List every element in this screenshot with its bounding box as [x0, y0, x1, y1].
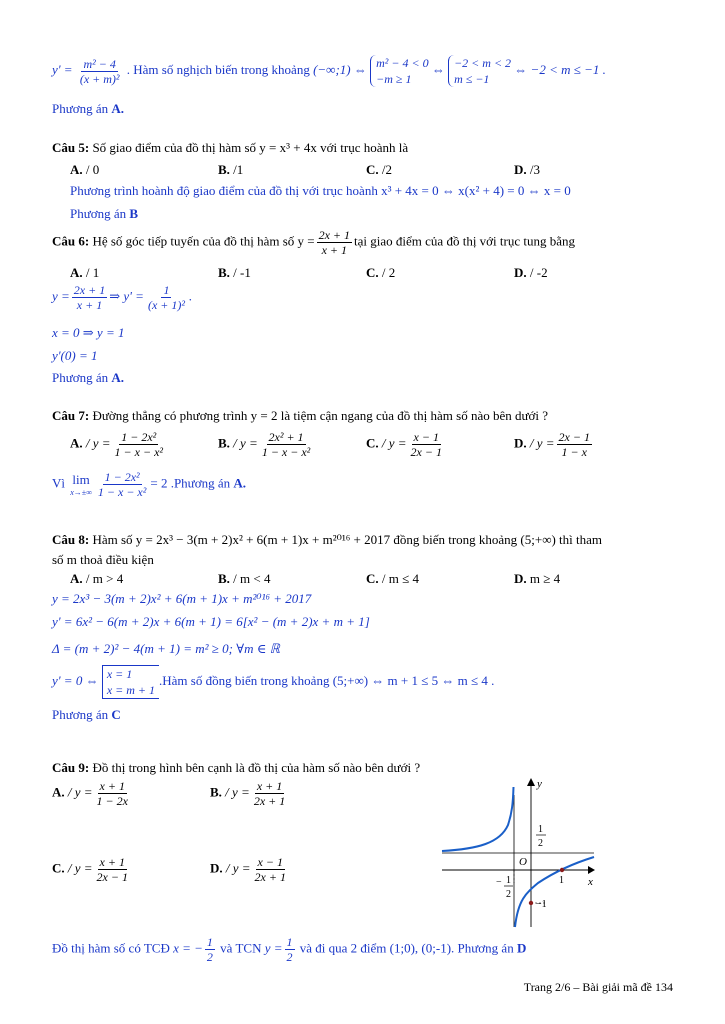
q8-solution-1: y = 2x³ − 3(m + 2)x² + 6(m + 1)x + m²⁰¹⁶ + 2017 — [52, 591, 312, 606]
left-branch — [442, 787, 514, 851]
q8-options — [70, 571, 662, 587]
q6-solution-3: y'(0) = 1 — [52, 348, 98, 363]
tick-one: 1 — [559, 875, 564, 886]
q8-option-c: C. / m ≤ 4 — [366, 571, 419, 586]
top-tail: ⇔ −2 < m ≤ −1 . — [514, 61, 606, 77]
q7-option-b: B. / y = $\frac{\text{2x² + 1}}{\text{1 − x − x²}}$ — [218, 430, 311, 459]
derivative-fraction: $\frac{\text{m² − 4}}{\text{(x + m)²}}$ — [79, 56, 120, 86]
q6-stem: Câu 6: Hệ số góc tiếp tuyến của đồ thị hàm số y = $\frac{2x + 1}{x + 1}$ tại giao điểm của đồ thị với trục tung bằng — [52, 228, 576, 257]
q9-option-a: A. / y = $\frac{x + 1}{1 - 2x}$ — [52, 779, 128, 808]
q9-graph — [438, 775, 598, 935]
x-axis-arrow — [588, 866, 595, 874]
tick-neg-half-den: 2 — [506, 889, 511, 900]
q7-options — [70, 430, 662, 459]
q6-option-b: B. / -1 — [218, 265, 251, 280]
q7-solution: Vì lim x→±∞ $\frac{\text{1 − 2x²}}{\text{1 − x − x²}}$ = 2 .Phương án A. — [52, 470, 247, 499]
tick-neg-sign: − — [496, 877, 502, 888]
q9-option-c: C. / y = $\frac{x + 1}{2x - 1}$ — [52, 855, 128, 884]
tick-minus-one: −1 — [536, 899, 547, 910]
q5-option-d: D. /3 — [514, 162, 541, 177]
q8-option-a: A. / m > 4 — [70, 571, 124, 586]
q5-option-a: A. / 0 — [70, 162, 100, 177]
origin-label: O — [519, 856, 527, 868]
q8-solution-3: Δ = (m + 2)² − 4(m + 1) = m² ≥ 0; ∀m ∈ ℝ — [52, 641, 280, 656]
q6-solution-1: y = $\frac{2x + 1}{x + 1}$ ⇒ y' = $\frac{1}{\text{(x + 1)²}}$ . — [52, 283, 193, 312]
q9-option-d: D. / y = $\frac{x - 1}{2x + 1}$ — [210, 855, 286, 884]
q6-options — [70, 265, 662, 281]
derivative-lhs: y' = — [52, 61, 73, 77]
q9-solution: Đồ thị hàm số có TCĐ x = − $\frac{1}{2}$ và TCN y = $\frac{1}{2}$ và đi qua 2 điểm (1;0), (0;-1). Phương án D — [52, 935, 527, 964]
q5-stem: Câu 5: Số giao điểm của đồ thị hàm số y = x³ + 4x với trục hoành là — [52, 140, 409, 155]
top-interval: (−∞;1) ⇔ — [313, 61, 367, 77]
q5-option-c: C. /2 — [366, 162, 393, 177]
system-1: m² − 4 < 0 −m ≥ 1 — [370, 55, 428, 87]
y-axis-label: y — [537, 778, 542, 790]
page-footer: Trang 2/6 – Bài giải mã đề 134 — [523, 980, 673, 994]
top-text: . Hàm số nghịch biến trong khoảng — [126, 61, 310, 77]
q8-option-d: D. m ≥ 4 — [514, 571, 561, 586]
q7-option-d: D. / y = $\frac{2x - 1}{1 - x}$ — [514, 430, 590, 459]
q8-stem-2: số m thoả điều kiện — [52, 552, 154, 567]
q6-solution-2: x = 0 ⇒ y = 1 — [52, 325, 125, 340]
q8-stem-1: Câu 8: Hàm số y = 2x³ − 3(m + 2)x² + 6(m + 1)x + m²⁰¹⁶ + 2017 đồng biến trong khoảng (5;+∞) thì tham — [52, 532, 603, 547]
tick-neg-half-num: 1 — [506, 875, 511, 886]
q8-solution-4: y' = 0 ⇔ x = 1 x = m + 1.Hàm số đồng biến trong khoảng (5;+∞) ⇔ m + 1 ≤ 5 ⇔ m ≤ 4 . — [52, 667, 495, 697]
point-1-0 — [560, 868, 564, 872]
top-answer: Phương án A. — [52, 101, 125, 116]
q9-stem: Câu 9: Đồ thị trong hình bên cạnh là đồ thị của hàm số nào bên dưới ? — [52, 760, 421, 775]
point-0-minus-1 — [529, 901, 533, 905]
q8-solution-2: y' = 6x² − 6(m + 2)x + 6(m + 1) = 6[x² − (m + 2)x + m + 1] — [52, 614, 370, 629]
q5-solution: Phương trình hoành độ giao điểm của đồ thị với trục hoành x³ + 4x = 0 ⇔ x(x² + 4) = 0 ⇔ x = 0 — [70, 183, 571, 198]
system-2: −2 < m < 2 m ≤ −1 — [448, 55, 511, 87]
tick-half-num: 1 — [538, 824, 543, 835]
q6-option-c: C. / 2 — [366, 265, 396, 280]
q6-answer: Phương án A. — [52, 370, 125, 385]
q5-answer: Phương án B — [70, 206, 139, 221]
q5-option-b: B. /1 — [218, 162, 244, 177]
q6-option-d: D. / -2 — [514, 265, 548, 280]
q9-option-b: B. / y = $\frac{x + 1}{2x + 1}$ — [210, 779, 286, 808]
q7-option-c: C. / y = $\frac{x - 1}{2x - 1}$ — [366, 430, 442, 459]
q8-option-b: B. / m < 4 — [218, 571, 271, 586]
q8-answer: Phương án C — [52, 707, 121, 722]
q6-option-a: A. / 1 — [70, 265, 100, 280]
tick-half-den: 2 — [538, 838, 543, 849]
q7-option-a: A. / y = $\frac{\text{1 − 2x²}}{\text{1 − x − x²}}$ — [70, 430, 163, 459]
x-axis-label: x — [588, 876, 593, 888]
top-solution-line — [52, 55, 606, 87]
top-arrow: ⇔ — [431, 61, 445, 77]
q7-stem: Câu 7: Đường thẳng có phương trình y = 2 là tiệm cận ngang của đồ thị hàm số nào bên dưới ? — [52, 408, 549, 423]
y-axis-arrow — [527, 778, 535, 786]
q5-options — [70, 162, 662, 178]
